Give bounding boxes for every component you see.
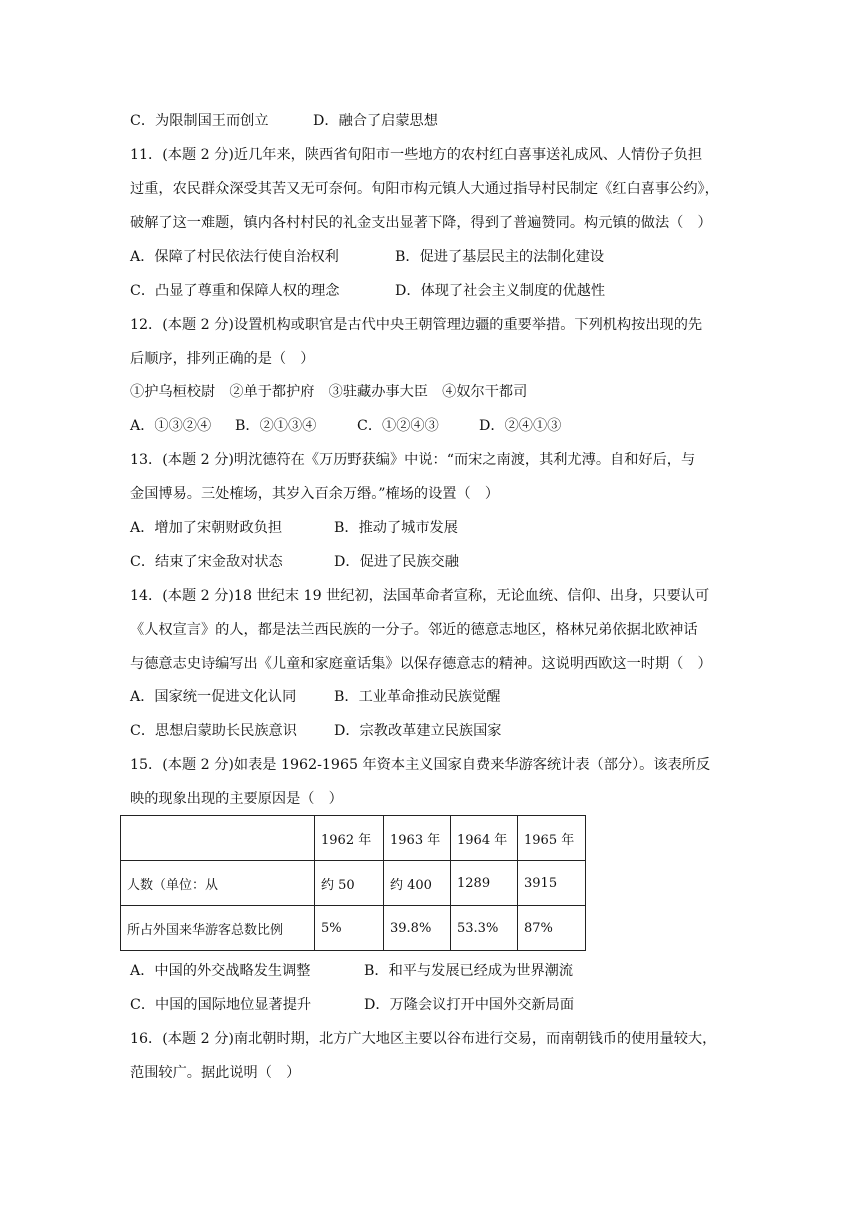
q14-options-cd (130, 721, 501, 741)
q15-option-a: A．中国的外交战略发生调整 (130, 963, 311, 979)
q15-options-cd (130, 995, 574, 1015)
q13-options-ab (130, 518, 458, 538)
q15-statistics-table (120, 815, 586, 951)
q14-option-c: C．思想启蒙助长民族意识 (130, 723, 297, 739)
q11-options-ab (130, 247, 604, 267)
q11-stem-line: 过重，农民群众深受其苦又无可奈何。旬阳市构元镇人大通过指导村民制定《红白喜事公约》， (130, 181, 719, 197)
q12-stem-line: 后顺序，排列正确的是（ ） (130, 351, 315, 367)
q15-option-c: C．中国的国际地位显著提升 (130, 997, 312, 1013)
q11-option-d: D．体现了社会主义制度的优越性 (395, 283, 606, 299)
q14-stem-line: 与德意志史诗编写出《儿童和家庭童话集》以保存德意志的精神。这说明西欧这一时期（ ） (130, 656, 712, 672)
q11-stem-line: 11．(本题 2 分)近几年来，陕西省旬阳市一些地方的农村红白喜事送礼成风、人情份子负担 (130, 147, 703, 163)
q12-option-b: B．②①③④ (235, 418, 317, 434)
table-cell: 1964 年 (451, 816, 518, 861)
q15-option-d: D．万隆会议打开中国外交新局面 (364, 997, 575, 1013)
q10-option-c: C．为限制国王而创立 (130, 113, 269, 129)
q13-option-a: A．增加了宋朝财政负担 (130, 520, 283, 536)
q15-options-ab (130, 961, 573, 981)
table-cell: 3915 (518, 861, 586, 906)
q10-option-d: D．融合了启蒙思想 (313, 113, 438, 129)
q13-option-c: C．结束了宋金敌对状态 (130, 554, 283, 570)
q11-options-cd (130, 281, 605, 301)
q11-option-a: A．保障了村民依法行使自治权利 (130, 249, 339, 265)
q11-stem-line: 破解了这一难题，镇内各村村民的礼金支出显著下降，得到了普遍赞同。构元镇的做法（ ） (130, 215, 712, 231)
table-cell: 所占外国来华游客总数比例 (121, 906, 315, 951)
table-cell: 53.3% (451, 906, 518, 951)
q12-option-a: A．①③②④ (130, 418, 212, 434)
table-cell: 约 50 (315, 861, 384, 906)
table-row (121, 861, 586, 906)
q13-options-cd (130, 552, 459, 572)
q15-stem-line: 15．(本题 2 分)如表是 1962-1965 年资本主义国家自费来华游客统计表（部分）。该表所反 (130, 757, 711, 773)
q13-stem-line: 金国博易。三处榷场，其岁入百余万缗。”榷场的设置（ ） (130, 486, 500, 502)
table-header-row (121, 816, 586, 861)
q14-option-b: B．工业革命推动民族觉醒 (334, 689, 501, 705)
q15-option-b: B．和平与发展已经成为世界潮流 (364, 963, 574, 979)
table-cell: 1289 (451, 861, 518, 906)
q14-options-ab (130, 687, 501, 707)
q13-option-b: B．推动了城市发展 (334, 520, 458, 536)
q12-stem-line: 12．(本题 2 分)设置机构或职官是古代中央王朝管理边疆的重要举措。下列机构按出现的先 (130, 317, 703, 333)
q13-option-d: D．促进了民族交融 (334, 554, 459, 570)
q14-option-d: D．宗教改革建立民族国家 (334, 723, 502, 739)
q12-option-d: D．②④①③ (479, 418, 562, 434)
table-cell (121, 816, 315, 861)
table-row (121, 906, 586, 951)
q12-options (130, 416, 561, 436)
q16-stem-line: 范围较广。据此说明（ ） (130, 1065, 301, 1081)
table-cell: 1965 年 (518, 816, 586, 861)
q13-stem-line: 13．(本题 2 分)明沈德符在《万历野获编》中说：“而宋之南渡，其利尤溥。自和好后，与 (130, 452, 696, 468)
table-cell: 约 400 (384, 861, 451, 906)
q12-option-c: C．①②④③ (357, 418, 439, 434)
q14-stem-line: 14．(本题 2 分)18 世纪末 19 世纪初，法国革命者宣称，无论血统、信仰、出身，只要认可 (130, 588, 710, 604)
q14-option-a: A．国家统一促进文化认同 (130, 689, 297, 705)
q11-option-c: C．凸显了尊重和保障人权的理念 (130, 283, 340, 299)
q16-stem-line: 16．(本题 2 分)南北朝时期，北方广大地区主要以谷布进行交易，而南朝钱币的使用量较大， (130, 1031, 717, 1047)
table-cell: 87% (518, 906, 586, 951)
table-cell: 5% (315, 906, 384, 951)
q14-stem-line: 《人权宣言》的人，都是法兰西民族的一分子。邻近的德意志地区，格林兄弟依据北欧神话 (130, 622, 698, 638)
table-cell: 1963 年 (384, 816, 451, 861)
table-cell: 人数（单位：从 (121, 861, 315, 906)
q12-items: ①护乌桓校尉 ②单于都护府 ③驻藏办事大臣 ④奴尔干都司 (130, 384, 528, 400)
q11-option-b: B．促进了基层民主的法制化建设 (395, 249, 605, 265)
table-cell: 39.8% (384, 906, 451, 951)
q15-stem-line: 映的现象出现的主要原因是（ ） (130, 791, 343, 807)
q10-options-cd (130, 111, 438, 131)
table-cell: 1962 年 (315, 816, 384, 861)
